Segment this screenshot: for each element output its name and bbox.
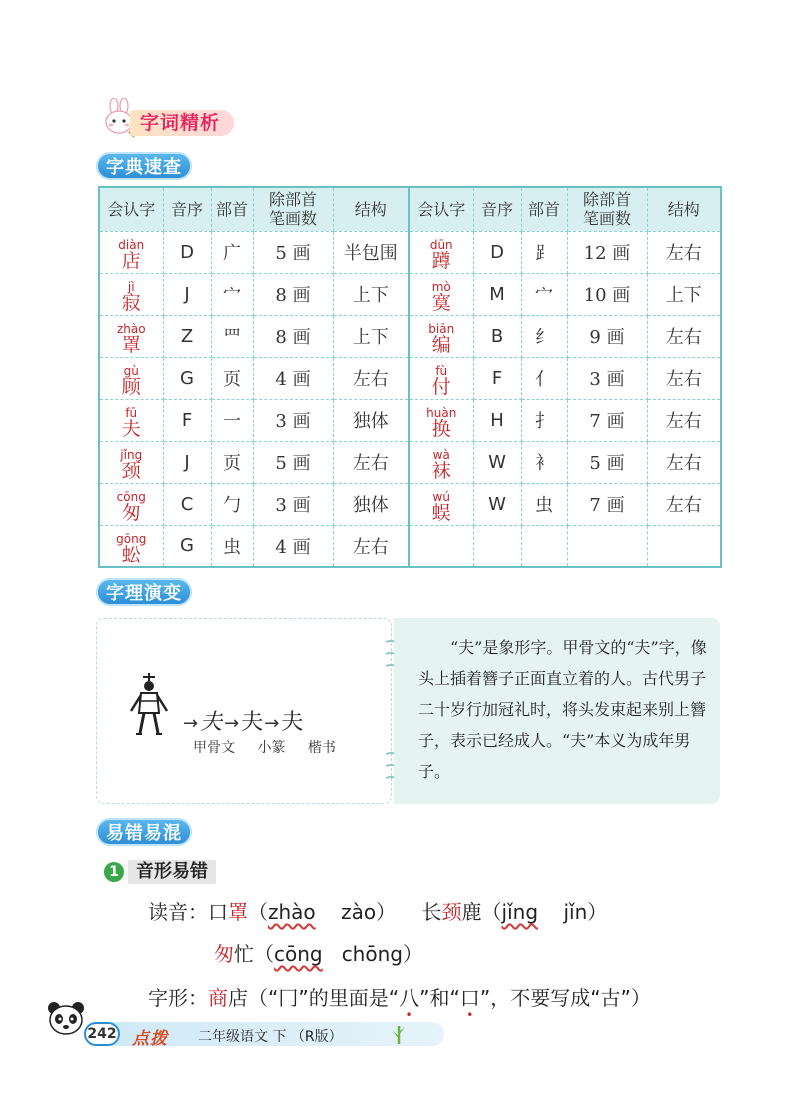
pinyin: wà: [432, 448, 450, 462]
structure-cell: 左右: [647, 399, 721, 441]
number-badge: 1: [104, 862, 124, 882]
table-row: [99, 399, 721, 441]
sequence-cell: W: [473, 483, 521, 525]
structure-cell: 左右: [647, 483, 721, 525]
brand-logo: 点拨: [132, 1029, 168, 1049]
strokes-cell: 5 画: [567, 441, 647, 483]
radical-cell: 亻: [521, 357, 567, 399]
hanzi: 寞: [431, 292, 451, 314]
structure-cell: 左右: [647, 315, 721, 357]
char-cell: [99, 315, 163, 357]
pinyin: diàn: [118, 238, 145, 252]
radical-cell: 勹: [211, 483, 253, 525]
hanzi: 蹲: [431, 250, 451, 272]
structure-cell: 独体: [333, 399, 409, 441]
char-cell: [99, 483, 163, 525]
header-strokes: 除部首 笔画数: [567, 187, 647, 231]
radical-cell: 虫: [211, 525, 253, 567]
structure-cell: 上下: [647, 273, 721, 315]
radical-cell: 页: [211, 357, 253, 399]
evolution-diagram: [96, 618, 392, 804]
label-oracle: 甲骨文: [193, 740, 235, 756]
radical-cell: 宀: [211, 273, 253, 315]
strokes-cell: 8 画: [253, 273, 333, 315]
hanzi: 颈: [121, 460, 141, 482]
subsection-errors-title: 易错易混: [96, 818, 192, 846]
header-strokes: 除部首 笔画数: [253, 187, 333, 231]
hanzi: 换: [431, 418, 451, 440]
correct-pinyin: zhào: [268, 900, 316, 924]
dictionary-table: [98, 186, 722, 568]
structure-cell: 左右: [333, 441, 409, 483]
section-header: [100, 98, 248, 140]
pinyin: huàn: [426, 406, 457, 420]
structure-cell: 上下: [333, 315, 409, 357]
radical-cell: 宀: [521, 273, 567, 315]
char-cell: [99, 525, 163, 567]
sequence-cell: C: [163, 483, 211, 525]
header-structure: 结构: [647, 187, 721, 231]
correct-pinyin: cōng: [274, 942, 323, 966]
table-row: [99, 315, 721, 357]
strokes-cell: [567, 525, 647, 567]
structure-cell: 左右: [647, 441, 721, 483]
structure-cell: [647, 525, 721, 567]
sequence-cell: F: [163, 399, 211, 441]
arrow-icon: →: [264, 713, 280, 734]
pinyin: jǐng: [120, 448, 143, 462]
table-row: [99, 525, 721, 567]
pinyin: cōng: [116, 490, 146, 504]
wrong-pinyin: chōng: [341, 942, 403, 966]
sequence-cell: B: [473, 315, 521, 357]
char-cell: [99, 273, 163, 315]
sequence-cell: Z: [163, 315, 211, 357]
header-char: 会认字: [409, 187, 473, 231]
radical-cell: 虫: [521, 483, 567, 525]
strokes-cell: 5 画: [253, 441, 333, 483]
pinyin: biān: [428, 322, 455, 336]
strokes-cell: 5 画: [253, 231, 333, 273]
radical-cell: 广: [211, 231, 253, 273]
strokes-cell: 4 画: [253, 357, 333, 399]
sequence-cell: M: [473, 273, 521, 315]
label-seal: 小篆: [257, 740, 286, 756]
char-cell: [409, 315, 473, 357]
form-oracle: 夫: [200, 710, 223, 735]
header-structure: 结构: [333, 187, 409, 231]
strokes-cell: 8 画: [253, 315, 333, 357]
char-cell: [99, 231, 163, 273]
radical-cell: 衤: [521, 441, 567, 483]
reading-line-1: 读音：口罩（zhào zào） 长颈鹿（jǐng jǐn）: [148, 900, 608, 924]
char-cell: [409, 273, 473, 315]
structure-cell: 半包围: [333, 231, 409, 273]
wrong-pinyin: zào: [341, 900, 377, 924]
header-radical: 部首: [521, 187, 567, 231]
table-row: [99, 441, 721, 483]
error-category: [104, 860, 216, 884]
pinyin: fū: [125, 406, 138, 420]
sequence-cell: G: [163, 525, 211, 567]
char-cell: [409, 525, 473, 567]
sequence-cell: F: [473, 357, 521, 399]
pinyin: gù: [123, 364, 139, 378]
table-header-row: [99, 187, 721, 231]
structure-cell: 独体: [333, 483, 409, 525]
evolution-text: “夫”是象形字。甲骨文的“夫”字，像头上插着簪子正面直立着的人。古代男子二十岁行加冠礼时，将头发束起来别上簪子，表示已经成人。“夫”本义为成年男子。: [418, 638, 707, 781]
pinyin: dūn: [429, 238, 453, 252]
char-cell: [409, 357, 473, 399]
hanzi: 夫: [121, 418, 141, 440]
hanzi: 罩: [121, 334, 141, 356]
wrong-pinyin: jǐn: [563, 900, 588, 924]
hanzi: 袜: [431, 460, 451, 482]
structure-cell: 左右: [333, 357, 409, 399]
header-char: 会认字: [99, 187, 163, 231]
radical-cell: 罒: [211, 315, 253, 357]
strokes-cell: 3 画: [567, 357, 647, 399]
strokes-cell: 4 画: [253, 525, 333, 567]
header-seq: 音序: [473, 187, 521, 231]
table-row: [99, 357, 721, 399]
hanzi: 蚣: [121, 543, 141, 566]
evolution-chain: [181, 705, 303, 736]
oracle-bone-figure-icon: [127, 671, 171, 737]
footer-text: 二年级语文 下 （R版）: [198, 1029, 343, 1045]
pinyin: gōng: [116, 531, 147, 546]
pinyin: wú: [432, 490, 450, 504]
strokes-cell: 12 画: [567, 231, 647, 273]
form-seal: 夫: [241, 710, 263, 735]
pinyin: fù: [435, 364, 448, 378]
char-cell: [409, 441, 473, 483]
radical-cell: 扌: [521, 399, 567, 441]
sequence-cell: H: [473, 399, 521, 441]
page-footer: [40, 1000, 420, 1060]
arrow-icon: →: [183, 713, 199, 734]
hanzi: 编: [431, 334, 451, 356]
sequence-cell: J: [163, 441, 211, 483]
section-title: 字词精析: [130, 110, 234, 136]
form-regular: 夫: [281, 710, 304, 735]
error-category-label: 音形易错: [128, 860, 216, 884]
table-row: [99, 231, 721, 273]
strokes-cell: 9 画: [567, 315, 647, 357]
hanzi: 店: [121, 250, 141, 272]
sequence-cell: [473, 525, 521, 567]
radical-cell: 页: [211, 441, 253, 483]
radical-cell: [521, 525, 567, 567]
sequence-cell: D: [473, 231, 521, 273]
evolution-explanation: [394, 618, 720, 804]
table-row: [99, 483, 721, 525]
radical-cell: 一: [211, 399, 253, 441]
strokes-cell: 7 画: [567, 483, 647, 525]
char-cell: [99, 441, 163, 483]
strokes-cell: 3 画: [253, 399, 333, 441]
table-row: [99, 273, 721, 315]
structure-cell: 左右: [647, 231, 721, 273]
hanzi: 蜈: [431, 502, 451, 524]
pinyin: mò: [431, 280, 451, 294]
structure-cell: 上下: [333, 273, 409, 315]
char-cell: [99, 357, 163, 399]
sequence-cell: J: [163, 273, 211, 315]
strokes-cell: 10 画: [567, 273, 647, 315]
char-cell: [409, 399, 473, 441]
evolution-labels: [193, 737, 354, 757]
char-cell: [409, 231, 473, 273]
page-number: 242: [84, 1022, 120, 1046]
char-cell: [99, 399, 163, 441]
header-seq: 音序: [163, 187, 211, 231]
header-radical: 部首: [211, 187, 253, 231]
reading-line-2: 匆忙（cōng chōng）: [214, 942, 423, 966]
hanzi: 付: [431, 376, 451, 398]
radical-cell: 纟: [521, 315, 567, 357]
strokes-cell: 7 画: [567, 399, 647, 441]
strokes-cell: 3 画: [253, 483, 333, 525]
hanzi: 顾: [121, 376, 141, 398]
form-line: 字形：商店（“冂”的里面是“八”和“口”，不要写成“古”）: [148, 986, 651, 1010]
subsection-evolution-title: 字理演变: [96, 578, 192, 606]
hanzi: 匆: [121, 502, 141, 524]
radical-cell: ⻊: [521, 231, 567, 273]
structure-cell: 左右: [647, 357, 721, 399]
correct-pinyin: jǐng: [501, 900, 539, 924]
sequence-cell: D: [163, 231, 211, 273]
char-cell: [409, 483, 473, 525]
arrow-icon: →: [224, 713, 240, 734]
panda-mascot-icon: [44, 1000, 88, 1040]
pinyin: zhào: [116, 322, 146, 336]
structure-cell: 左右: [333, 525, 409, 567]
hanzi: 寂: [121, 292, 141, 314]
sequence-cell: W: [473, 441, 521, 483]
sequence-cell: G: [163, 357, 211, 399]
bamboo-icon: [392, 1024, 406, 1044]
label-regular: 楷书: [307, 740, 336, 756]
pinyin: jì: [127, 280, 135, 294]
subsection-dict-title: 字典速查: [96, 152, 192, 180]
